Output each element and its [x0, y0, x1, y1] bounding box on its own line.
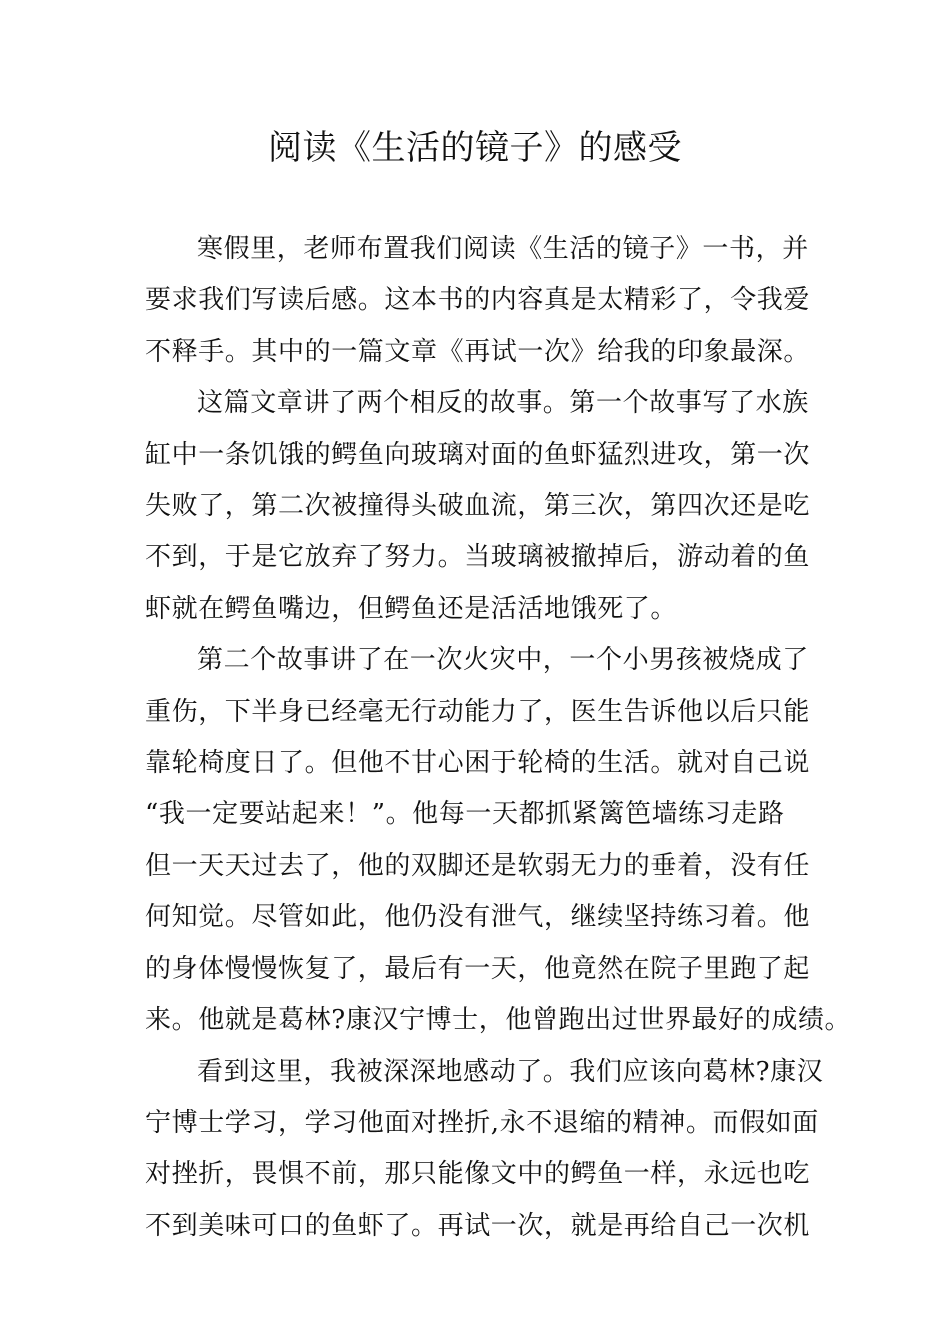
text-line: 的身体慢慢恢复了，最后有一天，他竟然在院子里跑了起	[145, 953, 811, 984]
text-line: 宁博士学习，学习他面对挫折,永不退缩的精神。而假如面	[145, 1107, 819, 1138]
text-line: 不到美味可口的鱼虾了。再试一次，就是再给自己一次机	[145, 1210, 811, 1241]
paragraph-2	[145, 378, 815, 635]
text-line: 要求我们写读后感。这本书的内容真是太精彩了，令我爱	[145, 285, 811, 316]
text-line: 不释手。其中的一篇文章《再试一次》给我的印象最深。	[145, 336, 811, 367]
text-line: “我一定要站起来！”。他每一天都抓紧篱笆墙练习走路	[145, 799, 785, 830]
text-line: 何知觉。尽管如此，他仍没有泄气，继续坚持练习着。他	[145, 902, 811, 933]
text-line: 看到这里，我被深深地感动了。我们应该向葛林?康汉	[197, 1056, 824, 1087]
document-title: 阅读《生活的镜子》的感受	[268, 128, 682, 168]
text-line: 虾就在鳄鱼嘴边，但鳄鱼还是活活地饿死了。	[145, 593, 678, 624]
text-line: 失败了，第二次被撞得头破血流，第三次，第四次还是吃	[145, 491, 811, 522]
text-line: 不到，于是它放弃了努力。当玻璃被撤掉后，游动着的鱼	[145, 542, 811, 573]
text-line: 但一天天过去了，他的双脚还是软弱无力的垂着，没有任	[145, 850, 811, 881]
paragraph-4	[145, 1047, 824, 1253]
text-line: 靠轮椅度日了。但他不甘心困于轮椅的生活。就对自己说	[145, 748, 811, 779]
text-line: 对挫折，畏惧不前，那只能像文中的鳄鱼一样，永远也吃	[145, 1159, 811, 1190]
document-body	[145, 224, 852, 1252]
text-line: 缸中一条饥饿的鳄鱼向玻璃对面的鱼虾猛烈进攻，第一次	[145, 439, 811, 470]
paragraph-3	[145, 635, 852, 1046]
text-line: 第二个故事讲了在一次火灾中，一个小男孩被烧成了	[197, 645, 809, 676]
paragraph-1	[145, 224, 815, 378]
text-line: 这篇文章讲了两个相反的故事。第一个故事写了水族	[197, 388, 809, 419]
text-line: 寒假里，老师布置我们阅读《生活的镜子》一书，并	[197, 234, 809, 264]
text-line: 重伤，下半身已经毫无行动能力了，医生告诉他以后只能	[145, 696, 811, 727]
text-line: 来。他就是葛林?康汉宁博士，他曾跑出过世界最好的成绩。	[145, 1005, 852, 1036]
